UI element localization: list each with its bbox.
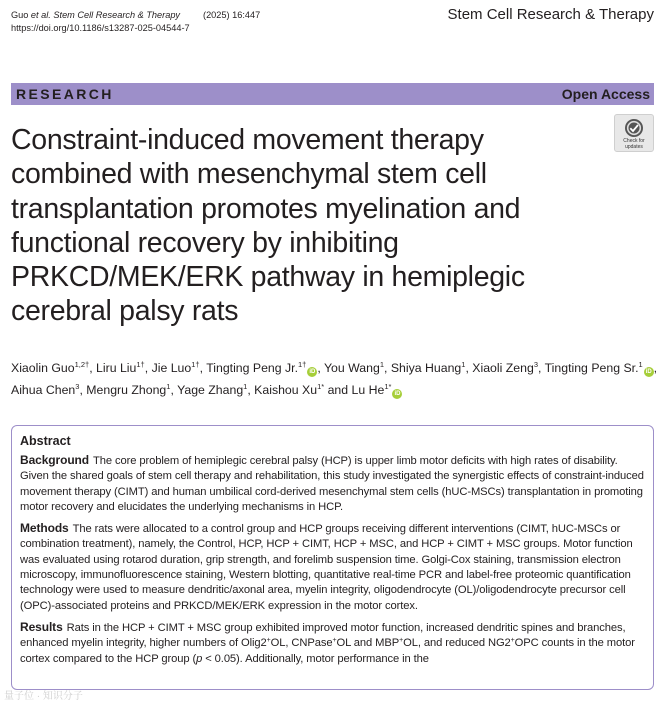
results-text: OL, CNPase: [270, 637, 333, 650]
author[interactable]: [96, 361, 145, 375]
author-separator: ,: [465, 361, 473, 375]
author[interactable]: [206, 361, 317, 375]
results-sup: +: [266, 637, 271, 645]
journal-name: Stem Cell Research & Therapy: [447, 6, 654, 23]
article-title: Constraint-induced movement therapy combined with mesenchymal stem cell transplantation promotes myelination and functional recovery by inhibiting PRKCD/MEK/ERK pathway in hemiplegic cerebral palsy rats: [11, 124, 525, 328]
author[interactable]: [472, 361, 538, 375]
methods-label: Methods: [20, 521, 69, 536]
citation-etal: et al. Stem Cell Research & Therapy: [30, 10, 181, 20]
author-name: You Wang: [323, 361, 380, 375]
author-affiliation: 1*: [317, 382, 325, 391]
author-separator: ,: [537, 361, 545, 375]
author-affiliation: 1,2†: [74, 360, 90, 369]
author-separator: ,: [170, 383, 178, 397]
author-affiliation: 1†: [298, 360, 307, 369]
author-name: Liru Liu: [96, 361, 137, 375]
author-name: Tingting Peng Jr.: [206, 361, 299, 375]
author-separator: ,: [384, 361, 391, 375]
citation-header: [11, 9, 260, 35]
author-separator: ,: [653, 361, 658, 375]
results-sup: +: [332, 637, 337, 645]
methods-text: The rats were allocated to a control group and HCP groups receiving different interventions (CIMT, hUC-MSCs or combination treatment), namely, the Control, HCP, HCP + CIMT, HCP + MSC, and HCP + CIMT + MSC groups. Motor function was evaluated using rotarod duration, grip strength, and forelimb suspension time. Golgi-Cox staining, transmission electron microscopy, immunofluorescence staining, Western blotting, quantitative real-time PCR and label-free proteomic quantification technology were used to measure dendritic/axonal area, myelin integrity, oligodendrocyte (OL)/oligodendrocyte precursor cell (OPC)-associated proteins and PRKCD/MEK/ERK expression in the motor cortex.: [20, 523, 633, 612]
author-affiliation: 1: [379, 360, 384, 369]
check-for-updates-badge[interactable]: [614, 114, 654, 152]
author-affiliation: 1†: [191, 360, 200, 369]
author-separator: ,: [144, 361, 152, 375]
author-name: Xiaolin Guo: [11, 361, 75, 375]
author-separator: and: [324, 383, 352, 397]
watermark: 量子位 · 知识分子: [4, 691, 83, 702]
results-text: Rats in the HCP + CIMT + MSC group exhibited improved motor function, increased dendritic spines and branches, enhanced myelin integrity, higher numbers of Olig2: [20, 621, 626, 650]
author-separator: ,: [79, 383, 87, 397]
author-name: Jie Luo: [151, 361, 192, 375]
author[interactable]: [11, 361, 89, 375]
results-p-value: p: [196, 652, 203, 665]
author[interactable]: [391, 361, 466, 375]
author-affiliation: 3: [75, 382, 80, 391]
check-updates-icon: [624, 118, 644, 138]
author-affiliation: 1: [638, 360, 643, 369]
author[interactable]: [324, 361, 384, 375]
author-separator: ,: [199, 361, 207, 375]
author[interactable]: [545, 361, 654, 375]
abstract-results: [20, 620, 644, 667]
citation-year: (2025) 16:447: [203, 10, 261, 20]
open-access-label: Open Access: [561, 86, 650, 102]
orcid-icon[interactable]: iD: [645, 369, 652, 375]
author[interactable]: [11, 383, 79, 397]
author[interactable]: [86, 383, 170, 397]
author[interactable]: [352, 383, 403, 397]
author-name: Kaishou Xu: [254, 383, 318, 397]
author-affiliation: 1†: [136, 360, 145, 369]
author-affiliation: 1: [166, 382, 171, 391]
author-name: Aihua Chen: [11, 383, 76, 397]
results-text: OL and MBP: [336, 637, 400, 650]
author-affiliation: 1: [461, 360, 466, 369]
background-label: Background: [20, 453, 90, 467]
orcid-icon[interactable]: iD: [394, 391, 401, 397]
doi-link[interactable]: https://doi.org/10.1186/s13287-025-04544-7: [11, 23, 190, 33]
author-affiliation: 3: [533, 360, 538, 369]
author-name: Mengru Zhong: [86, 383, 167, 397]
author[interactable]: [152, 361, 200, 375]
results-text: OPC counts in the motor cortex compared to the HCP group (: [20, 637, 635, 665]
author[interactable]: [254, 383, 324, 397]
orcid-icon[interactable]: iD: [309, 369, 316, 375]
badge-line-1: Check for: [623, 138, 645, 144]
results-text: OL, and reduced NG2: [403, 637, 511, 650]
abstract-box: [11, 425, 654, 690]
author-separator: ,: [89, 361, 97, 375]
author-separator: ,: [247, 383, 255, 397]
author-affiliation: 1: [243, 382, 248, 391]
author-name: Yage Zhang: [177, 383, 244, 397]
author-list: [11, 357, 661, 401]
author-name: Shiya Huang: [390, 361, 462, 375]
results-text: < 0.05). Additionally, motor performance in the: [202, 652, 429, 665]
author-affiliation: 1*: [384, 382, 392, 391]
results-sup: +: [399, 637, 404, 645]
results-label: Results: [20, 619, 63, 634]
results-sup: +: [510, 637, 515, 645]
author-name: Tingting Peng Sr.: [544, 361, 639, 375]
author-name: Xiaoli Zeng: [472, 361, 534, 375]
author[interactable]: [177, 383, 247, 397]
abstract-heading: Abstract: [20, 434, 71, 448]
author-name: Lu He: [351, 383, 385, 397]
background-text: The core problem of hemiplegic cerebral palsy (HCP) is upper limb motor deficits with high rates of disability. Given the shared goals of stem cell therapy and rehabilitation, this study investigated the synergistic effects of constraint-induced movement therapy (CIMT) and human umbilical cord-derived mesenchymal stem cells (hUC-MSCs) transplantation in promoting motor recovery and elucidates the underlying mechanisms in HCP.: [20, 455, 644, 513]
badge-line-2: updates: [625, 143, 643, 150]
abstract-background: [20, 453, 644, 515]
article-type-label: RESEARCH: [16, 86, 114, 102]
author-separator: ,: [317, 361, 324, 375]
citation-authors: Guo: [11, 10, 31, 20]
article-type-band: [11, 83, 654, 105]
abstract-methods: [20, 521, 644, 614]
